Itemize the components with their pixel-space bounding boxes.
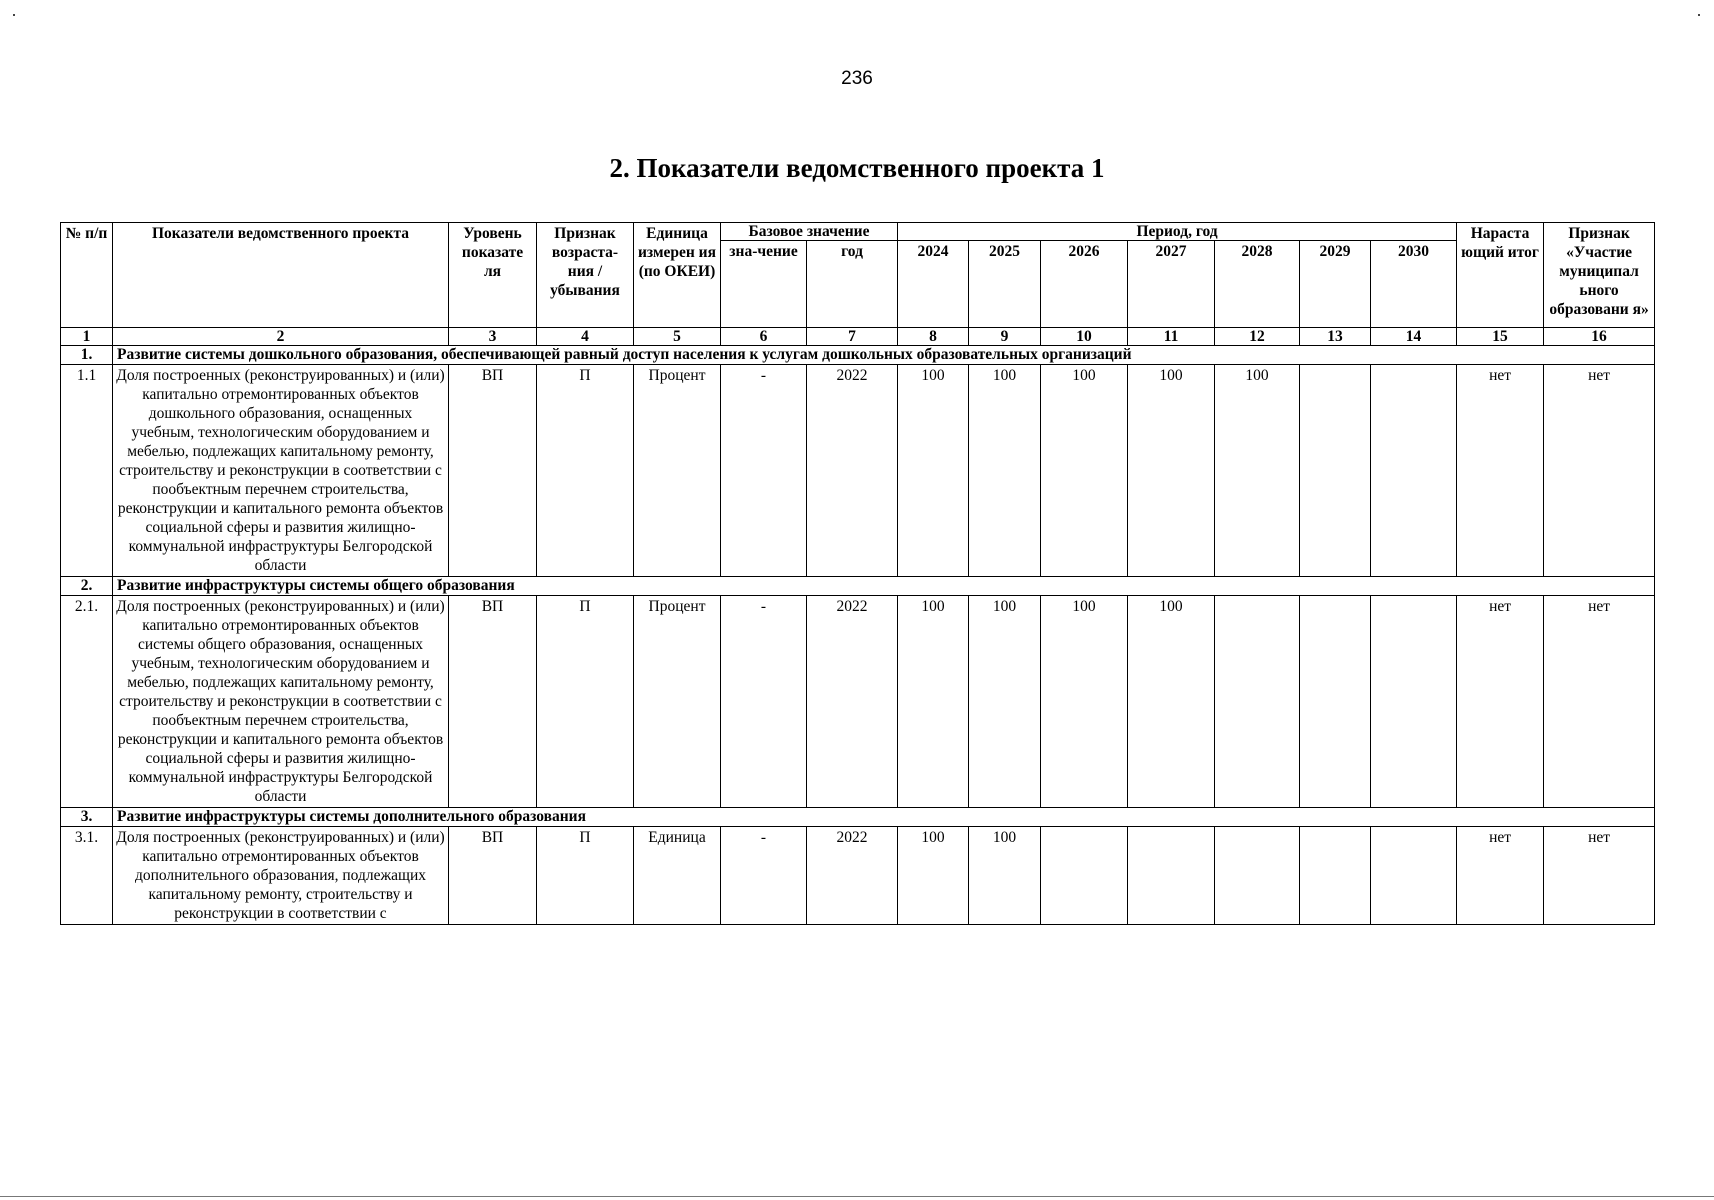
year-value (1371, 827, 1457, 925)
indicator-row (61, 365, 1655, 577)
indicator-trend: П (537, 596, 634, 808)
column-numbers-row (61, 328, 1655, 346)
year-value: 100 (898, 596, 969, 808)
header-trend: Признак возраста-ния / убывания (537, 223, 634, 328)
year-value (1215, 827, 1300, 925)
header-base: Базовое значение (721, 223, 898, 241)
column-number: 10 (1041, 328, 1128, 346)
year-value (1215, 596, 1300, 808)
year-value: 100 (1041, 596, 1128, 808)
year-value: 100 (1128, 596, 1215, 808)
header-year: 2030 (1371, 241, 1457, 328)
base-year: 2022 (807, 365, 898, 577)
section-title: Развитие инфраструктуры системы дополнительного образования (113, 808, 1655, 827)
indicator-unit: Процент (634, 596, 721, 808)
indicator-row (61, 596, 1655, 808)
base-value: - (721, 827, 807, 925)
base-year: 2022 (807, 596, 898, 808)
section-row (61, 346, 1655, 365)
year-value (1041, 827, 1128, 925)
year-value (1300, 827, 1371, 925)
indicator-unit: Единица (634, 827, 721, 925)
header-num: № п/п (61, 223, 113, 328)
municipal-value: нет (1544, 365, 1655, 577)
column-number: 5 (634, 328, 721, 346)
municipal-value: нет (1544, 827, 1655, 925)
indicator-trend: П (537, 365, 634, 577)
column-number: 1 (61, 328, 113, 346)
cumulative-value: нет (1457, 365, 1544, 577)
scan-mark-left (13, 14, 15, 16)
section-row (61, 808, 1655, 827)
column-number: 2 (113, 328, 449, 346)
column-number: 13 (1300, 328, 1371, 346)
column-number: 4 (537, 328, 634, 346)
section-title: Развитие системы дошкольного образования, обеспечивающей равный доступ населения к услугам дошкольных образовательных организаций (113, 346, 1655, 365)
year-value (1300, 365, 1371, 577)
row-number: 2.1. (61, 596, 113, 808)
year-value: 100 (1128, 365, 1215, 577)
header-period: Период, год (898, 223, 1457, 241)
year-value: 100 (1041, 365, 1128, 577)
municipal-value: нет (1544, 596, 1655, 808)
year-value (1128, 827, 1215, 925)
base-year: 2022 (807, 827, 898, 925)
column-number: 6 (721, 328, 807, 346)
indicator-row (61, 827, 1655, 925)
column-number: 11 (1128, 328, 1215, 346)
header-year: 2025 (969, 241, 1041, 328)
section-title: Развитие инфраструктуры системы общего образования (113, 577, 1655, 596)
cumulative-value: нет (1457, 827, 1544, 925)
indicators-table (60, 222, 1655, 925)
year-value: 100 (969, 365, 1041, 577)
header-indicator: Показатели ведомственного проекта (113, 223, 449, 328)
header-year: 2029 (1300, 241, 1371, 328)
indicator-level: ВП (449, 827, 537, 925)
indicator-trend: П (537, 827, 634, 925)
indicator-level: ВП (449, 596, 537, 808)
indicator-description: Доля построенных (реконструированных) и (или) капитально отремонтированных объектов дополнительного образования, подлежащих капитальному ремонту, строительству и реконструкции в соответствии с (113, 827, 449, 925)
section-row (61, 577, 1655, 596)
year-value (1371, 596, 1457, 808)
year-value: 100 (898, 365, 969, 577)
indicator-unit: Процент (634, 365, 721, 577)
header-year: 2027 (1128, 241, 1215, 328)
header-year: 2024 (898, 241, 969, 328)
column-number: 12 (1215, 328, 1300, 346)
cumulative-value: нет (1457, 596, 1544, 808)
header-base-value: зна-чение (721, 241, 807, 328)
year-value: 100 (969, 827, 1041, 925)
column-number: 9 (969, 328, 1041, 346)
page-number: 236 (841, 68, 873, 89)
row-number: 3.1. (61, 827, 113, 925)
row-number: 1.1 (61, 365, 113, 577)
year-value (1300, 596, 1371, 808)
header-year: 2028 (1215, 241, 1300, 328)
header-unit: Единица измерен ия (по ОКЕИ) (634, 223, 721, 328)
year-value: 100 (969, 596, 1041, 808)
column-number: 3 (449, 328, 537, 346)
header-cumulative: Нараста ющий итог (1457, 223, 1544, 328)
indicator-description: Доля построенных (реконструированных) и (или) капитально отремонтированных объектов системы общего образования, оснащенных учебным, технологическим оборудованием и мебелью, подлежащих капитальному ремонту, строительству и реконструкции в соответствии с пообъектным перечнем строительства, реконструкции и капитального ремонта объектов социальной сферы и развития жилищно-коммунальной инфраструктуры Белгородской области (113, 596, 449, 808)
indicator-description: Доля построенных (реконструированных) и (или) капитально отремонтированных объектов дошкольного образования, оснащенных учебным, технологическим оборудованием и мебелью, подлежащих капитальному ремонту, строительству и реконструкции в соответствии с пообъектным перечнем строительства, реконструкции и капитального ремонта объектов социальной сферы и развития жилищно-коммунальной инфраструктуры Белгородской области (113, 365, 449, 577)
column-number: 14 (1371, 328, 1457, 346)
column-number: 8 (898, 328, 969, 346)
section-number: 3. (61, 808, 113, 827)
column-number: 15 (1457, 328, 1544, 346)
page-title: 2. Показатели ведомственного проекта 1 (609, 153, 1105, 183)
column-number: 16 (1544, 328, 1655, 346)
column-number: 7 (807, 328, 898, 346)
header-base-year: год (807, 241, 898, 328)
header-year: 2026 (1041, 241, 1128, 328)
year-value: 100 (1215, 365, 1300, 577)
scan-edge-line (0, 1196, 1714, 1197)
base-value: - (721, 365, 807, 577)
header-municipal: Признак «Участие муниципал ьного образовани я» (1544, 223, 1655, 328)
base-value: - (721, 596, 807, 808)
indicator-level: ВП (449, 365, 537, 577)
section-number: 1. (61, 346, 113, 365)
year-value: 100 (898, 827, 969, 925)
header-level: Уровень показате ля (449, 223, 537, 328)
section-number: 2. (61, 577, 113, 596)
year-value (1371, 365, 1457, 577)
scan-mark-right (1698, 14, 1700, 16)
